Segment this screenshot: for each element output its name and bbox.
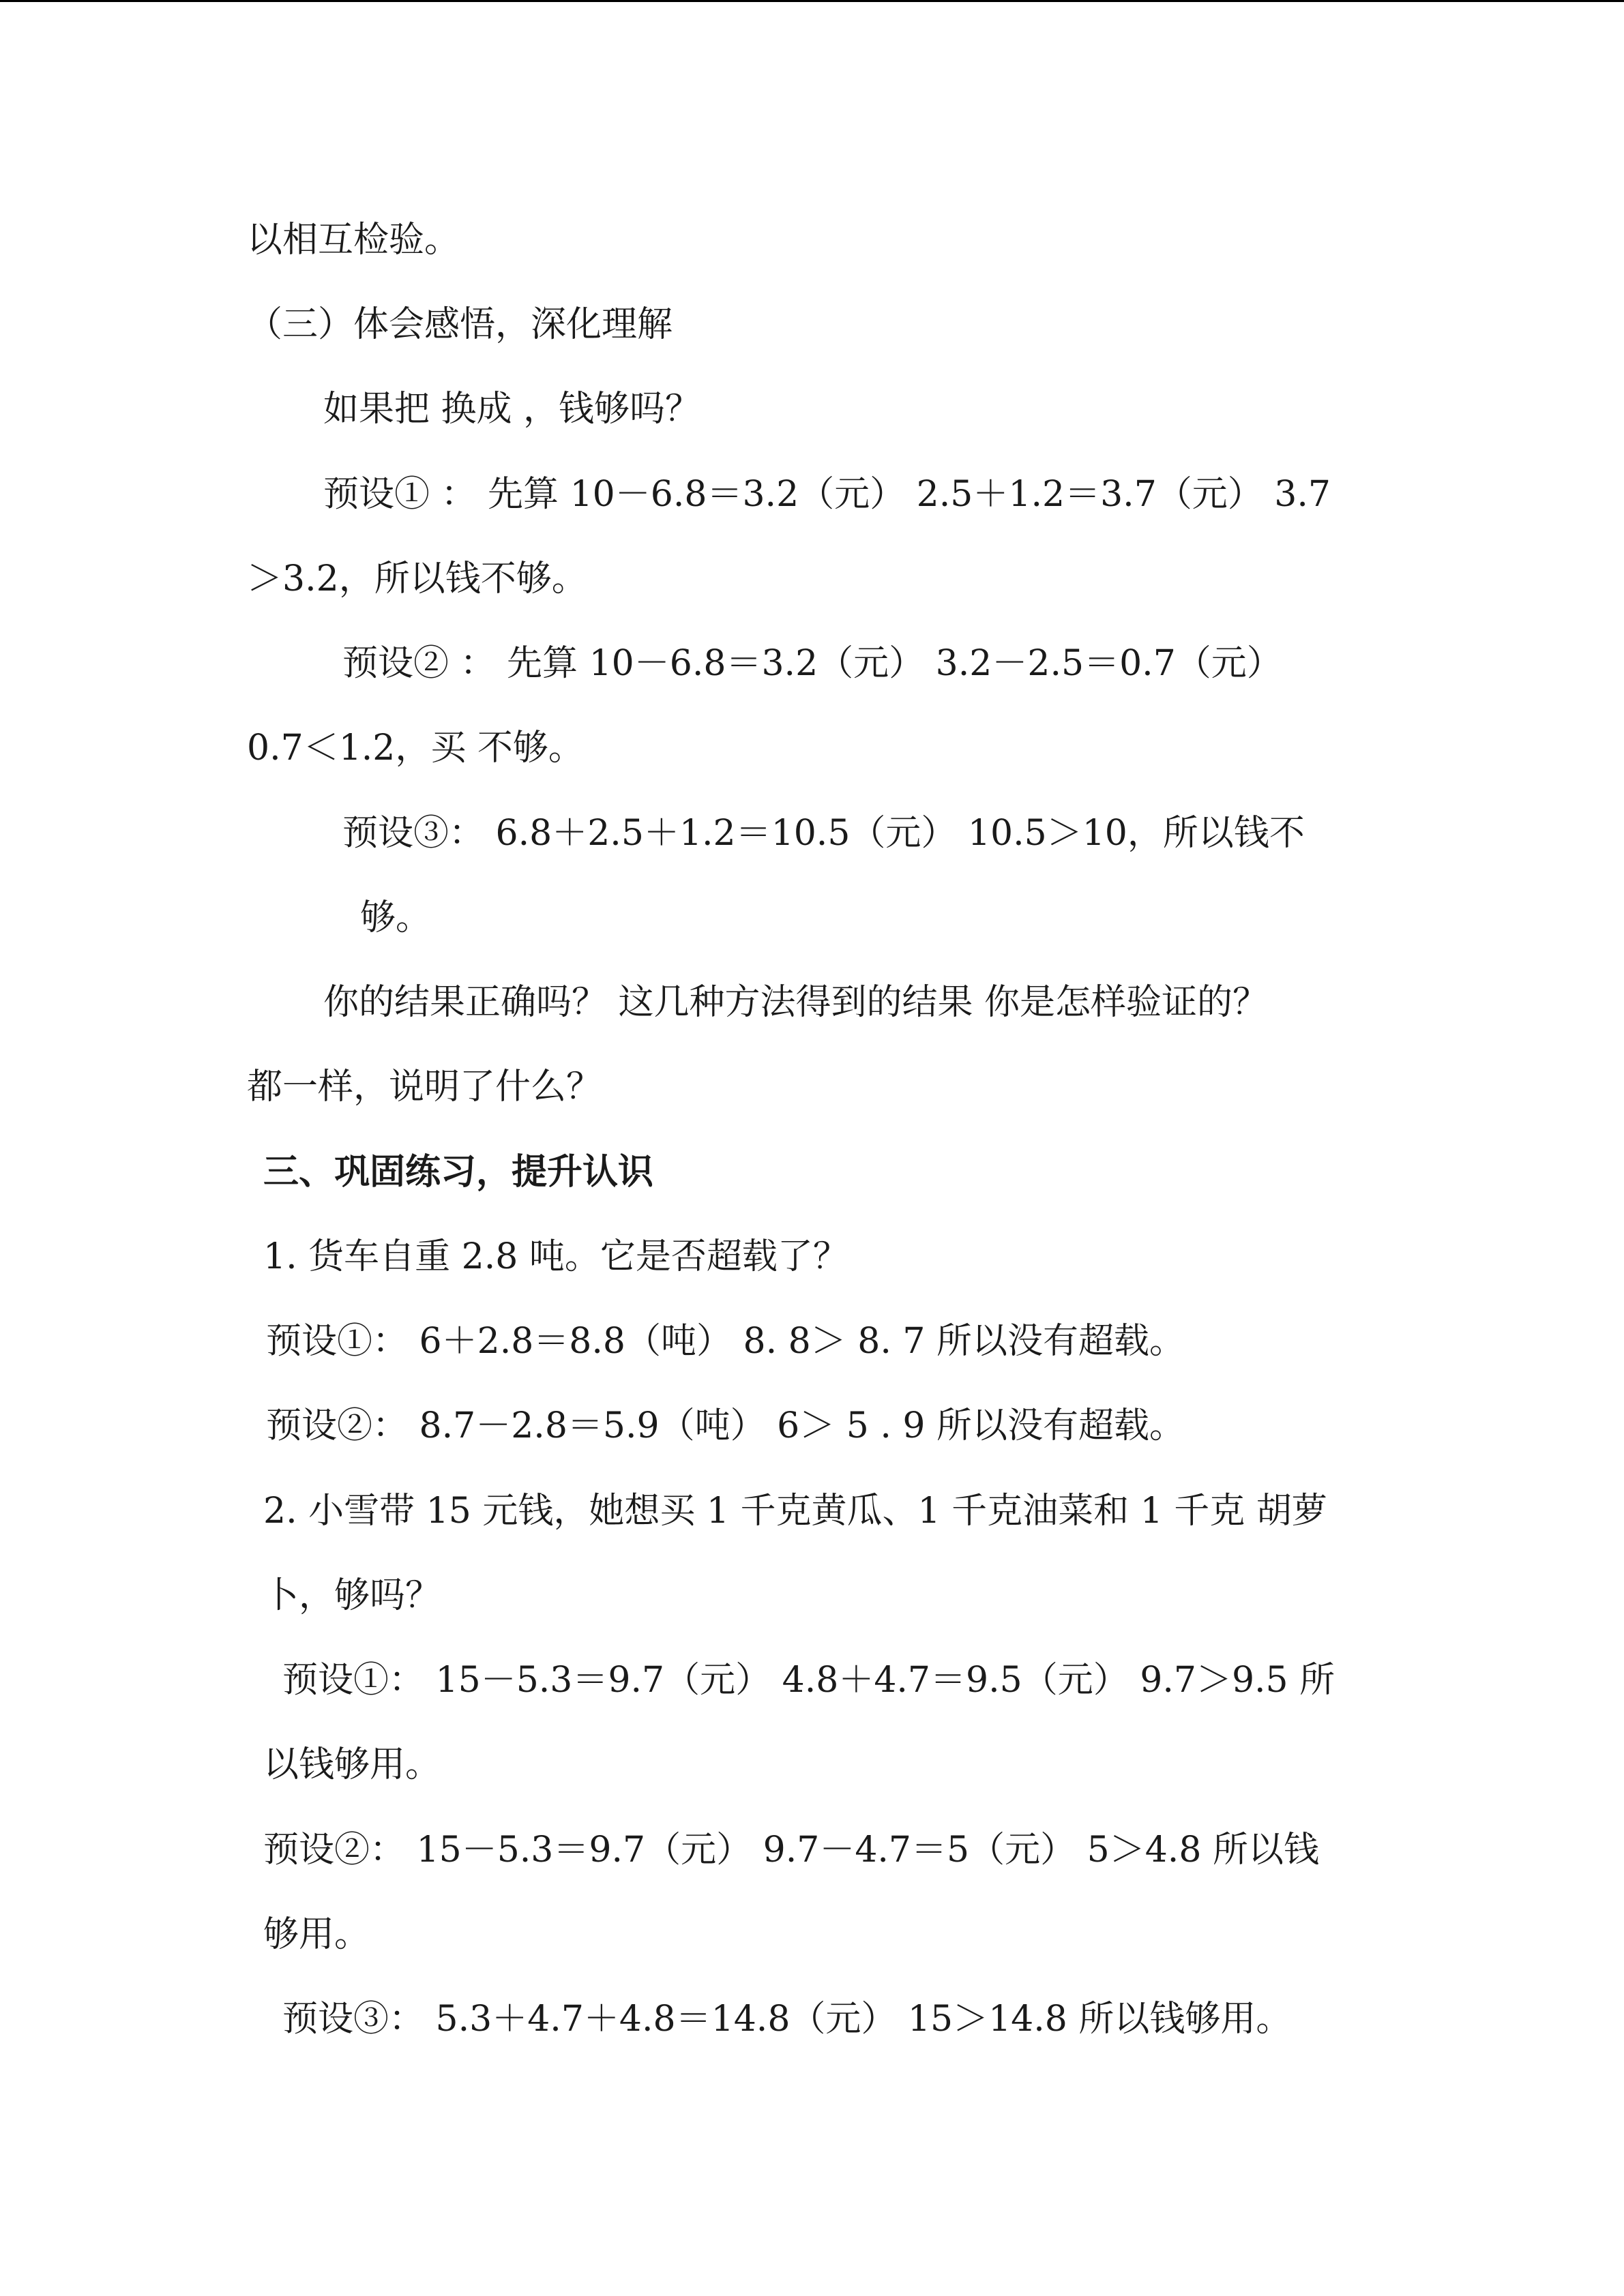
paragraph-line: 够用。 — [263, 1914, 370, 1955]
paragraph-line: 2. 小雪带 15 元钱，她想买 1 千克黄瓜、1 千克油菜和 1 千克 胡萝 — [263, 1491, 1327, 1532]
section-heading: （三）体会感悟，深化理解 — [247, 304, 673, 345]
paragraph-line: 以钱够用。 — [263, 1744, 441, 1785]
paragraph-line: 预设③： 5.3＋4.7＋4.8＝14.8（元） 15＞14.8 所以钱够用。 — [282, 1999, 1292, 2040]
paragraph-line: 0.7＜1.2，买 不够。 — [247, 728, 584, 769]
page-top-border — [0, 0, 1624, 2]
paragraph-line: 预设②： 8.7－2.8＝5.9（吨） 6＞ 5 . 9 所以没有超载。 — [266, 1405, 1185, 1446]
section-heading: 三、巩固练习，提升认识 — [263, 1151, 654, 1193]
paragraph-line: ＞3.2，所以钱不够。 — [247, 558, 587, 599]
paragraph-line: 你的结果正确吗？ 这几种方法得到的结果 你是怎样验证的？ — [323, 982, 1269, 1023]
paragraph-line: 预设① ： 先算 10－6.8＝3.2（元） 2.5＋1.2＝3.7（元） 3.7 — [323, 474, 1331, 515]
paragraph-line: 预设①： 15－5.3＝9.7（元） 4.8＋4.7＝9.5（元） 9.7＞9.5 所 — [282, 1660, 1335, 1701]
paragraph-line: 卜，够吗？ — [263, 1575, 441, 1616]
paragraph-line: 预设②： 15－5.3＝9.7（元） 9.7－4.7＝5（元） 5＞4.8 所以钱 — [263, 1830, 1319, 1870]
paragraph-line: 都一样，说明了什么？ — [247, 1067, 602, 1107]
paragraph-line: 预设①： 6＋2.8＝8.8（吨） 8. 8＞ 8. 7 所以没有超载。 — [266, 1321, 1185, 1362]
paragraph-line: 预设② ： 先算 10－6.8＝3.2（元） 3.2－2.5＝0.7（元） — [342, 643, 1282, 684]
paragraph-line: 预设③： 6.8＋2.5＋1.2＝10.5（元） 10.5＞10，所以钱不 — [342, 813, 1305, 854]
paragraph-line: 够。 — [360, 897, 432, 938]
paragraph-line: 以相互检验。 — [247, 220, 460, 260]
paragraph-line: 如果把 换成 ，钱够吗？ — [323, 389, 701, 430]
paragraph-line: 1. 货车自重 2.8 吨。它是否超载了？ — [263, 1236, 848, 1277]
